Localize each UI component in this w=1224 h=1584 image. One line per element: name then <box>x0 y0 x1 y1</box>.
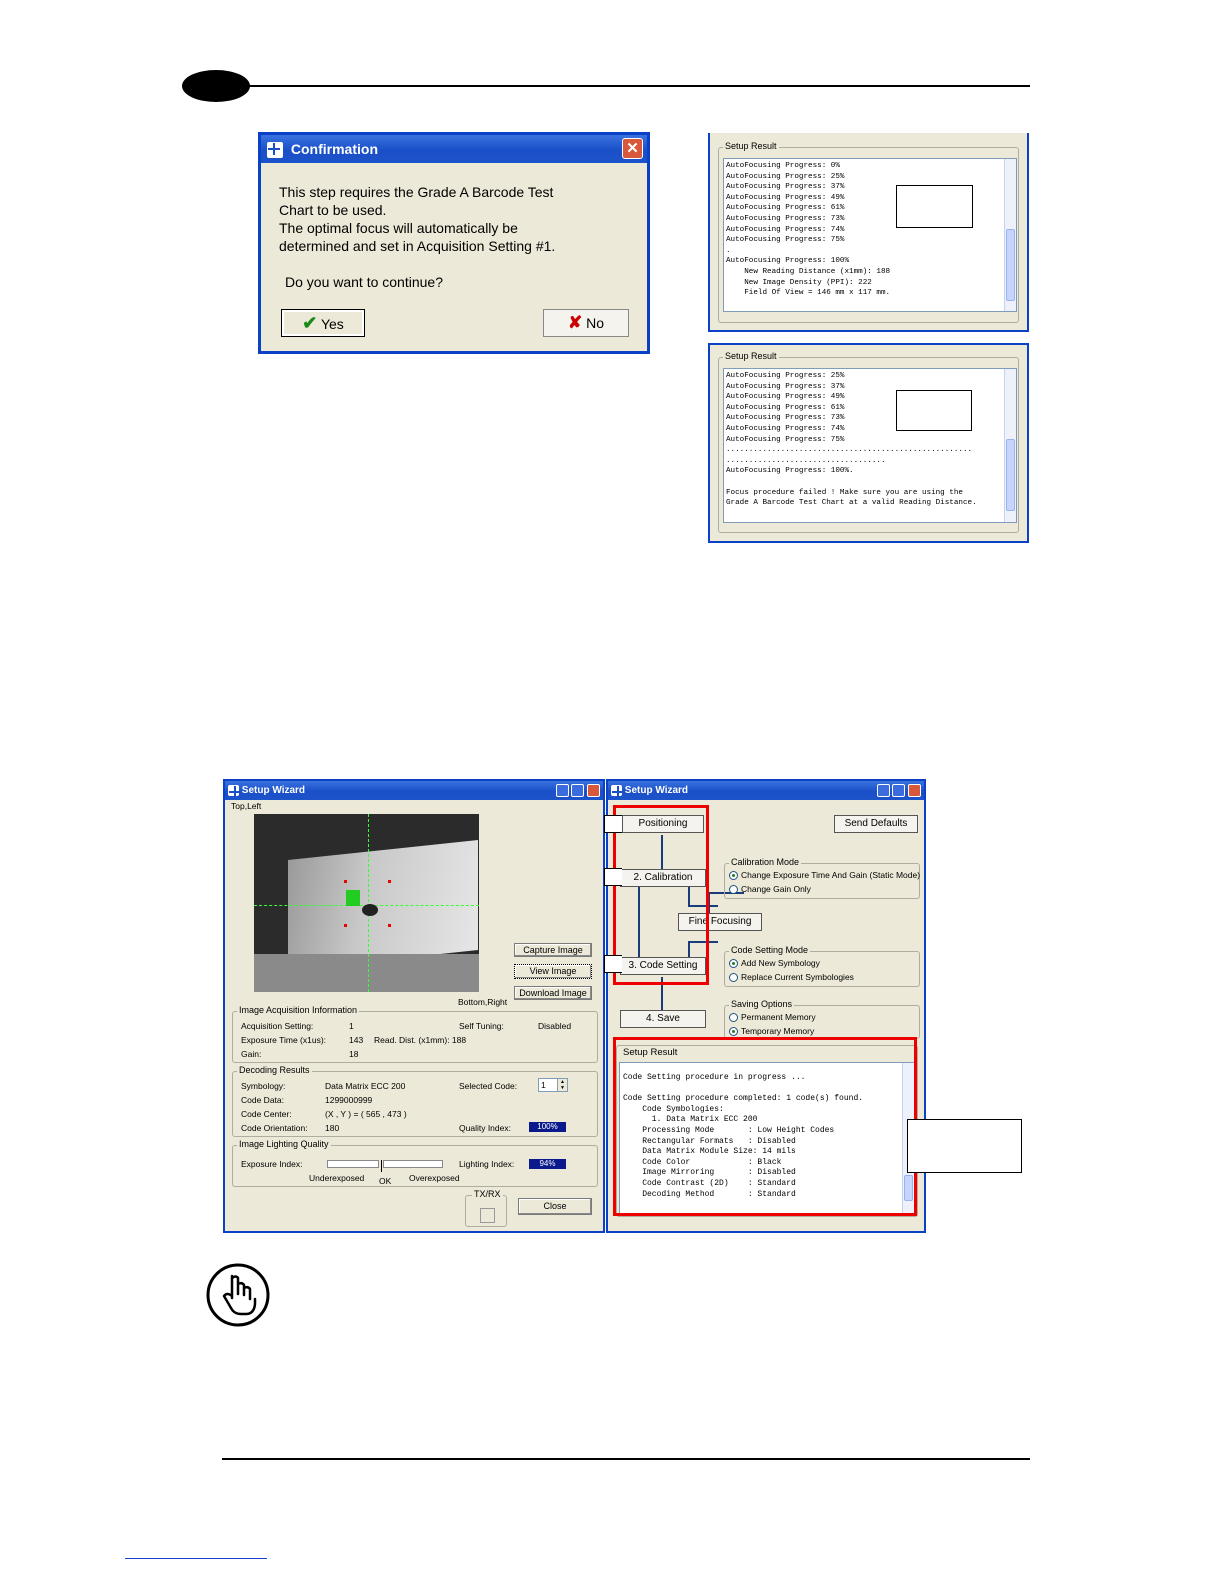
code-setting-button[interactable]: 3. Code Setting <box>620 957 706 975</box>
code-option-add[interactable] <box>729 958 820 968</box>
save-option-label: Temporary Memory <box>741 1026 815 1036</box>
save-option-temporary[interactable] <box>729 1026 814 1036</box>
code-center-label: Code Center: <box>241 1109 292 1119</box>
maximize-icon[interactable] <box>892 784 905 797</box>
radio-icon[interactable] <box>729 871 738 880</box>
close-icon[interactable] <box>587 784 600 797</box>
app-icon <box>611 785 622 796</box>
close-icon[interactable] <box>908 784 921 797</box>
setup-result-textbox[interactable] <box>723 368 1017 523</box>
txrx-indicator <box>480 1208 495 1223</box>
calibration-button[interactable]: 2. Calibration <box>620 869 706 887</box>
close-button[interactable]: Close <box>518 1198 592 1215</box>
selected-code-value: 1 <box>541 1080 546 1090</box>
scrollbar[interactable] <box>1004 369 1016 522</box>
calibration-mode-group <box>724 857 921 899</box>
save-option-permanent[interactable] <box>729 1012 816 1022</box>
reading-distance: Read. Dist. (x1mm): 188 <box>374 1035 467 1045</box>
setup-result-group <box>718 351 1019 533</box>
lighting-quality-label: Image Lighting Quality <box>239 1139 329 1149</box>
confirmation-dialog <box>258 132 650 354</box>
camera-image <box>254 814 479 992</box>
exposure-time-value: 143 <box>349 1035 364 1045</box>
roi-point <box>388 924 391 927</box>
message-line: determined and set in Acquisition Setting #1. <box>279 238 556 254</box>
minimize-icon[interactable] <box>556 784 569 797</box>
setup-result-text: Code Setting procedure in progress ... Code Setting procedure completed: 1 code(s) found. Code Symbologies: 1. Data Matrix ECC 200 Processing Mode : Low Height Codes Rectangular Formats : Disabled Data Matrix Module Size: 14 mils Code Color : Black Image Mirroring : Disabled Code Contrast (2D) : Standard Decoding Method : Standard <box>623 1073 864 1199</box>
setup-result-label: Setup Result <box>623 1047 678 1058</box>
roi-point <box>344 924 347 927</box>
calibration-option-label: Change Exposure Time And Gain (Static Mode) <box>741 870 921 880</box>
code-option-label: Replace Current Symbologies <box>741 972 854 982</box>
setup-result-success-panel <box>708 133 1029 332</box>
gain-value: 18 <box>349 1049 359 1059</box>
txrx-label: TX/RX <box>474 1189 501 1199</box>
setup-result-label: Setup Result <box>725 141 777 151</box>
check-icon: ✔ <box>302 313 318 333</box>
radio-icon[interactable] <box>729 1027 738 1036</box>
capture-image-button[interactable]: Capture Image <box>514 943 592 957</box>
yes-button[interactable] <box>281 309 365 337</box>
maximize-icon[interactable] <box>571 784 584 797</box>
save-button[interactable]: 4. Save <box>620 1010 706 1028</box>
quality-index-label: Quality Index: <box>459 1123 511 1133</box>
exposure-index-bar-over <box>383 1160 443 1168</box>
footer-link-underline <box>125 1558 267 1559</box>
positioning-button[interactable]: Positioning <box>622 815 704 833</box>
exposure-index-marker <box>381 1160 382 1172</box>
self-tuning-label: Self Tuning: <box>459 1021 504 1031</box>
confirmation-titlebar <box>261 135 647 163</box>
message-line: Chart to be used. <box>279 202 387 218</box>
decoded-code-marker <box>346 890 360 906</box>
scrollbar[interactable] <box>1004 159 1016 311</box>
callout-box <box>896 185 973 228</box>
code-data-value: 1299000999 <box>325 1095 373 1105</box>
scroll-thumb[interactable] <box>1006 229 1015 301</box>
callout-box <box>907 1119 1022 1173</box>
roi-point <box>388 880 391 883</box>
acq-setting-value: 1 <box>349 1021 354 1031</box>
save-option-label: Permanent Memory <box>741 1012 816 1022</box>
code-option-replace[interactable] <box>729 972 854 982</box>
app-icon <box>228 785 239 796</box>
x-icon: ✘ <box>567 313 583 332</box>
code-orientation-value: 180 <box>325 1123 340 1133</box>
acquisition-info-group <box>232 1005 598 1063</box>
minimize-icon[interactable] <box>877 784 890 797</box>
no-label: No <box>586 315 605 331</box>
underexposed-label: Underexposed <box>309 1173 365 1183</box>
overexposed-label: Overexposed <box>409 1173 460 1183</box>
callout-box <box>896 390 972 431</box>
message-question: Do you want to continue? <box>285 274 443 290</box>
callout-box <box>604 868 622 886</box>
acquisition-info-label: Image Acquisition Information <box>239 1005 358 1015</box>
radio-icon[interactable] <box>729 885 738 894</box>
setup-result-group <box>718 141 1019 323</box>
setup-result-label: Setup Result <box>725 351 777 361</box>
fine-focusing-button[interactable]: Fine Focusing <box>678 913 762 931</box>
code-orientation-label: Code Orientation: <box>241 1123 308 1133</box>
txrx-group <box>465 1189 507 1227</box>
callout-box <box>604 815 622 833</box>
message-line: The optimal focus will automatically be <box>279 220 518 236</box>
decoding-results-group <box>232 1065 598 1137</box>
bottom-right-label: Bottom,Right <box>458 997 508 1007</box>
code-setting-mode-label: Code Setting Mode <box>731 945 809 955</box>
calibration-option-label: Change Gain Only <box>741 884 811 894</box>
calibration-option-gain[interactable] <box>729 884 811 894</box>
header-rule <box>248 85 1030 87</box>
image-floor <box>254 954 479 992</box>
setup-result-text: AutoFocusing Progress: 0% AutoFocusing Progress: 25% AutoFocusing Progress: 37% AutoFocusing Progress: 49% AutoFocusing Progress: 61% AutoFocusing Progress: 73% AutoFocusing Progress: 74% AutoFocusing Progress: 75% . AutoFocusing Progress: 100% New Reading Distance (x1mm): 188 New Image Density (PPI): 222 Field Of View = 146 mm x 117 mm. <box>726 162 891 298</box>
setup-result-failure-panel <box>708 343 1029 543</box>
code-center-value: (X , Y ) = ( 565 , 473 ) <box>325 1109 407 1119</box>
code-spot <box>362 904 378 916</box>
self-tuning-value: Disabled <box>538 1021 572 1031</box>
code-data-label: Code Data: <box>241 1095 284 1105</box>
lighting-index-value: 94% <box>529 1159 566 1169</box>
wizard-titlebar <box>608 781 924 800</box>
calibration-option-static[interactable] <box>729 870 920 880</box>
result-highlight-box <box>613 1037 917 1216</box>
roi-point <box>344 880 347 883</box>
quality-index-value: 100% <box>529 1122 566 1132</box>
code-option-label: Add New Symbology <box>741 958 820 968</box>
no-button[interactable] <box>543 309 629 337</box>
crosshair-vertical <box>368 814 369 992</box>
calibration-mode-label: Calibration Mode <box>731 857 800 867</box>
wizard-titlebar <box>225 781 603 800</box>
steps-highlight-box <box>613 805 709 985</box>
gain-label: Gain: <box>241 1049 262 1059</box>
setup-wizard-image-window <box>223 779 605 1233</box>
send-defaults-button[interactable]: Send Defaults <box>834 815 918 833</box>
selected-code-label: Selected Code: <box>459 1081 518 1091</box>
top-left-label: Top,Left <box>231 801 262 811</box>
symbology-label: Symbology: <box>241 1081 286 1091</box>
hand-pointer-icon <box>205 1262 271 1328</box>
acq-setting-label: Acquisition Setting: <box>241 1021 314 1031</box>
wizard-title: Setup Wizard <box>241 785 306 796</box>
saving-options-label: Saving Options <box>731 999 793 1009</box>
radio-icon[interactable] <box>729 973 738 982</box>
confirmation-message <box>279 183 555 291</box>
yes-label: Yes <box>320 316 344 332</box>
symbology-value: Data Matrix ECC 200 <box>325 1081 406 1091</box>
callout-box <box>604 955 622 973</box>
chapter-tab-marker <box>182 70 250 102</box>
lighting-index-label: Lighting Index: <box>459 1159 515 1169</box>
scroll-thumb[interactable] <box>1006 439 1015 511</box>
exposure-index-bar-under <box>327 1160 379 1168</box>
app-icon <box>267 142 283 158</box>
setup-result-text: AutoFocusing Progress: 25% AutoFocusing Progress: 37% AutoFocusing Progress: 49% AutoFocusing Progress: 61% AutoFocusing Progress: 73% AutoFocusing Progress: 74% AutoFocusing Progress: 75% ...................................................... ................................... AutoFocusing Progress: 100%. Focus procedure failed ! Make sure you are using the Grade A Barcode Test Chart at a valid Reading Distance. <box>726 372 977 508</box>
lighting-quality-group <box>232 1139 598 1187</box>
setup-result-textbox[interactable] <box>723 158 1017 312</box>
exposure-index-label: Exposure Index: <box>241 1159 303 1169</box>
footer-rule <box>222 1458 1030 1460</box>
radio-icon[interactable] <box>729 959 738 968</box>
wizard-title: Setup Wizard <box>624 785 689 796</box>
spinner-arrows-icon[interactable]: ▲ ▼ <box>557 1079 567 1091</box>
message-line: This step requires the Grade A Barcode Test <box>279 184 554 200</box>
saving-options-group <box>724 999 920 1039</box>
close-icon[interactable]: ✕ <box>622 138 643 159</box>
confirmation-title: Confirmation <box>290 141 378 157</box>
view-image-button[interactable]: View Image <box>514 964 592 979</box>
decoding-results-label: Decoding Results <box>239 1065 310 1075</box>
ok-label: OK <box>379 1176 392 1186</box>
radio-icon[interactable] <box>729 1013 738 1022</box>
download-image-button[interactable]: Download Image <box>514 986 592 1000</box>
code-setting-mode-group <box>724 945 920 987</box>
selected-code-spinner[interactable] <box>538 1078 568 1092</box>
exposure-time-label: Exposure Time (x1us): <box>241 1035 327 1045</box>
